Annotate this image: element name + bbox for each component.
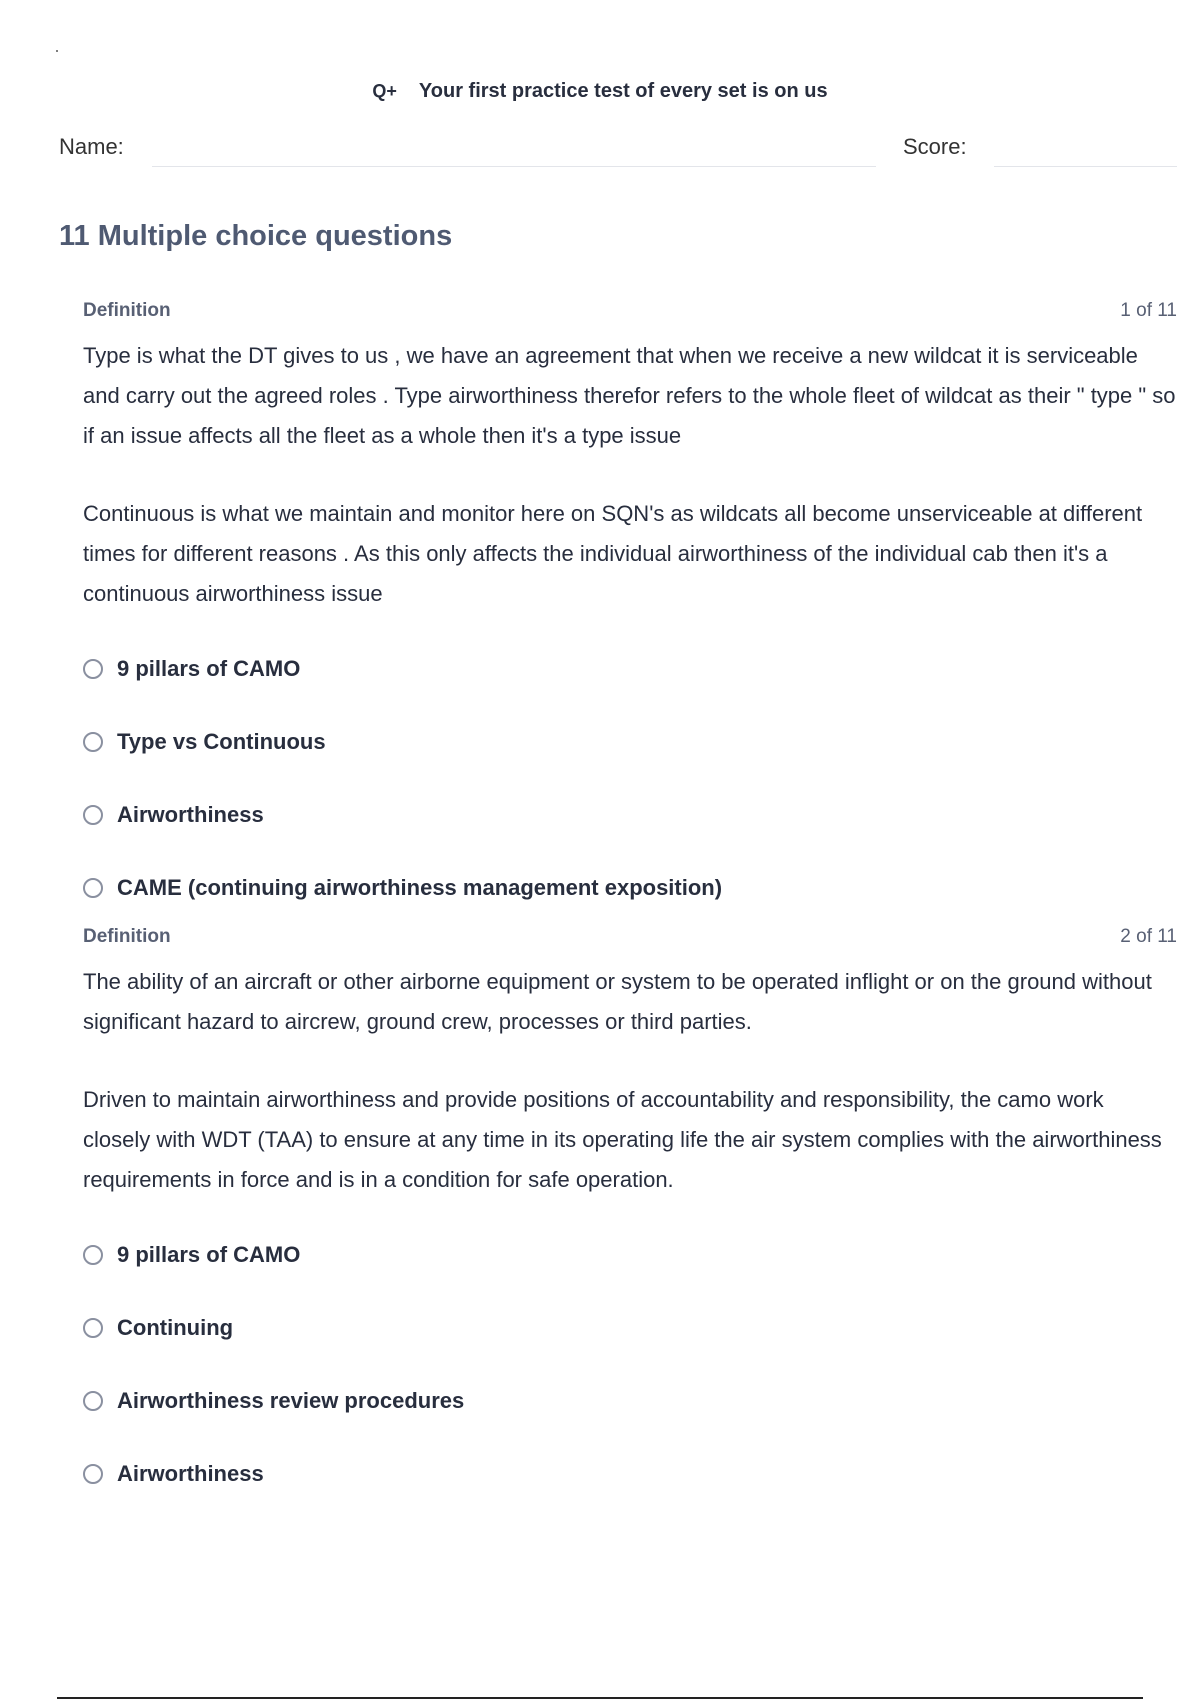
question-header bbox=[83, 300, 1177, 326]
answer-option[interactable] bbox=[83, 778, 1177, 851]
question-counter: 1 of 11 bbox=[1120, 300, 1177, 321]
answer-option[interactable] bbox=[83, 632, 1177, 705]
answer-option-label: 9 pillars of CAMO bbox=[117, 1241, 301, 1267]
stray-dot bbox=[56, 50, 58, 52]
answer-option-label: Airworthiness bbox=[117, 801, 264, 827]
score-field-line bbox=[994, 166, 1177, 167]
radio-button-icon[interactable] bbox=[83, 878, 103, 898]
name-label: Name: bbox=[59, 134, 124, 159]
answer-options bbox=[83, 1218, 1177, 1510]
question-paragraph: Driven to maintain airworthiness and provide positions of accountability and responsibility, the camo work closely with WDT (TAA) to ensure at any time in its operating life the air system complies with the airworthiness requirements in force and is in a condition for safe operation. bbox=[83, 1087, 1162, 1192]
quizlet-plus-logo-icon: Q+ bbox=[372, 81, 397, 101]
question-type-label: Definition bbox=[83, 926, 171, 947]
name-field-line bbox=[152, 166, 876, 167]
radio-button-icon[interactable] bbox=[83, 732, 103, 752]
promo-text: Your first practice test of every set is on us bbox=[418, 80, 828, 102]
name-score-row bbox=[59, 134, 1177, 168]
answer-option-label: CAME (continuing airworthiness management exposition) bbox=[117, 874, 723, 900]
answer-option[interactable] bbox=[83, 1437, 1177, 1510]
answer-option-label: Type vs Continuous bbox=[117, 728, 326, 754]
question-type-label: Definition bbox=[83, 300, 171, 321]
answer-option-label: Continuing bbox=[117, 1314, 234, 1340]
score-label: Score: bbox=[903, 134, 967, 159]
question-paragraph: Continuous is what we maintain and monitor here on SQN's as wildcats all become unserviceable at different times for different reasons . As this only affects the individual airworthiness of the individual cab then it's a continuous airworthiness issue bbox=[83, 501, 1143, 606]
question-paragraph: The ability of an aircraft or other airborne equipment or system to be operated inflight or on the ground without significant hazard to aircrew, ground crew, processes or third parties. bbox=[83, 969, 1152, 1034]
section-title: 11 Multiple choice questions bbox=[59, 220, 453, 252]
radio-button-icon[interactable] bbox=[83, 1391, 103, 1411]
question-header bbox=[83, 926, 1177, 952]
answer-option[interactable] bbox=[83, 1364, 1177, 1437]
question-1 bbox=[83, 300, 1177, 924]
bottom-rule bbox=[57, 1697, 1143, 1699]
answer-option-label: Airworthiness review procedures bbox=[117, 1387, 465, 1413]
answer-option[interactable] bbox=[83, 1218, 1177, 1291]
radio-button-icon[interactable] bbox=[83, 1318, 103, 1338]
radio-button-icon[interactable] bbox=[83, 659, 103, 679]
radio-button-icon[interactable] bbox=[83, 805, 103, 825]
question-text bbox=[83, 336, 1177, 614]
answer-option[interactable] bbox=[83, 1291, 1177, 1364]
question-counter: 2 of 11 bbox=[1120, 926, 1177, 947]
question-paragraph: Type is what the DT gives to us , we have an agreement that when we receive a new wildcat it is serviceable and carry out the agreed roles . Type airworthiness therefor refers to the whole fleet of wildcat as their " type " so if an issue affects all the fleet as a whole then it's a type issue bbox=[83, 343, 1176, 448]
promo-banner bbox=[0, 80, 1200, 103]
radio-button-icon[interactable] bbox=[83, 1464, 103, 1484]
question-2 bbox=[83, 926, 1177, 1510]
answer-options bbox=[83, 632, 1177, 924]
answer-option[interactable] bbox=[83, 705, 1177, 778]
question-text bbox=[83, 962, 1177, 1200]
answer-option[interactable] bbox=[83, 851, 1177, 924]
answer-option-label: 9 pillars of CAMO bbox=[117, 655, 301, 681]
radio-button-icon[interactable] bbox=[83, 1245, 103, 1265]
answer-option-label: Airworthiness bbox=[117, 1460, 264, 1486]
